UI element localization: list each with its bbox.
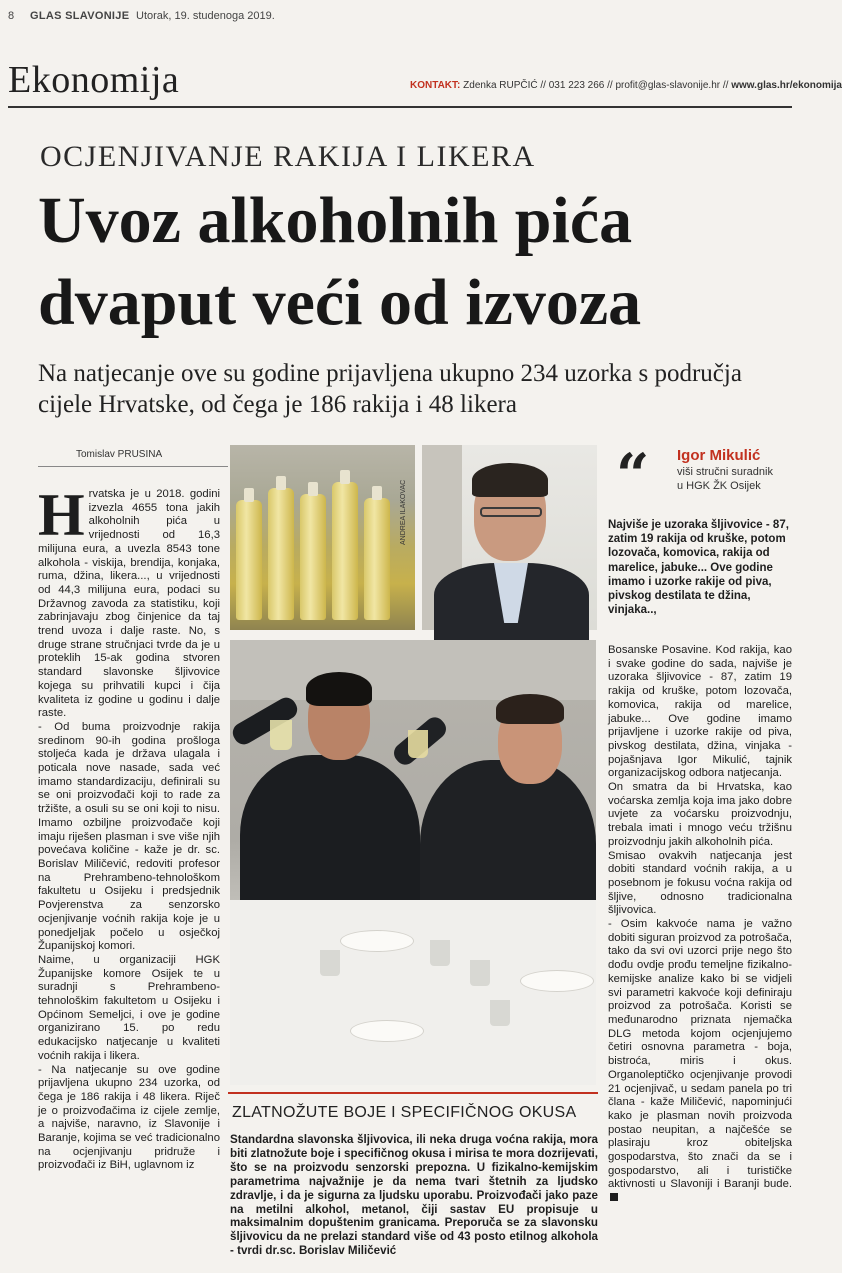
box-divider [228, 1092, 598, 1094]
end-mark-icon [610, 1193, 618, 1201]
quote-author-role: viši stručni suradnik [677, 466, 773, 478]
article-deck: Na natjecanje ove su godine prijavljena ukupno 234 uzorka s područja cijele Hrvatske, od čega je 186 rakija i 48 likera [38, 360, 742, 418]
publication-name: GLAS SLAVONIJE [30, 10, 130, 22]
paragraph: - Osim kakvoće nama je važno dobiti siguran proizvod za potrošača, tako da svi ovi uzorci prije nego što dođu ovdje prođu temeljne fizikalno-kemijske analize kako bi se vidjeli svi parametri kakvoće koji definiraju proizvod za potrošača. Koristi se međunarodno priznata njemačka DLG metoda kojom ocjenjujemo četiri osnovna parametra - boja, bistroća, miris i okus. Organoleptičko ocjenjivanje provodi 21 ocjenjivač, u sedam panela po tri člana - kaže Miličević, napominjući kako je plasman novih proizvoda postao neupitan, a najčešće se plasiraju kroz obiteljska gospodarstva, što znači da se i gospodarstvo, ali i turističke aktivnosti u Slavoniji i Baranji bude. [608, 918, 792, 1206]
right-text-column [608, 644, 792, 1206]
paragraph: Bosanske Posavine. Kod rakija, kao i svake godine do sada, najviše je uzoraka šljivovice - 87, zatim 19 rakija od kruške, potom lozovača, komovica, rakija od marelice, jabuke... Ove godine imamo prijavljene i uzorke rakije od piva, pivskog destilata, džina, vinjaka - pojašnjava Igor Mikulić, tajnik organizacijskog odbora natjecanja. [608, 644, 792, 780]
quote-author-affiliation: u HGK ŽK Osijek [677, 480, 761, 492]
box-text [230, 1133, 598, 1258]
paragraph: On smatra da bi Hrvatska, kao voćarska zemlja koja ima jako dobre uvjete za voćarsku proizvodnju, trebala imati i mnogo veću tržišnu proizvodnju jakih alkoholnih pića. [608, 781, 792, 848]
headline-line-2: dvaput veći od izvoza [38, 266, 642, 339]
contact-label: KONTAKT: [410, 80, 461, 91]
byline-divider [38, 466, 228, 467]
page-header-strip [8, 10, 792, 26]
paragraph: Naime, u organizaciji HGK Županijske komore Osijek te u suradnji s Prehrambeno-tehnološkim fakultetom u Osijeku i Općinom Semeljci, i ove je godine organizirano 15. po redu edukacijsko natjecanje u kvaliteti voćnih rakija i likera. [38, 953, 220, 1062]
paragraph: Smisao ovakvih natjecanja jest dobiti standard voćnih rakija, a u posebnom je fokusu voćna rakija od šljive, odnosno tradicionalna šljivovica. [608, 849, 792, 917]
headline-line-1: Uvoz alkoholnih pića [38, 184, 633, 257]
header-divider [8, 106, 792, 108]
contact-info: Zdenka RUPČIĆ // 031 223 266 // profit@glas-slavonije.hr // [463, 80, 729, 91]
section-title: Ekonomija [8, 59, 180, 101]
bottles-photo [230, 445, 415, 630]
page-number: 8 [8, 10, 15, 22]
contact-line [410, 80, 842, 91]
quote-author: Igor Mikulić [677, 447, 761, 464]
section-url[interactable]: www.glas.hr/ekonomija [731, 80, 842, 91]
photo-credit: ANDREA ILAKOVAC [400, 479, 407, 545]
left-text-column [38, 482, 220, 1173]
paragraph: Standardna slavonska šljivovica, ili neka druga voćna rakija, mora biti zlatnožute boje i specifičnog okusa i mirisa te mora dozrijevati, što se na proizvodu senzorski prepozna. U fizikalno-kemijskim parametrima najvažnije je da nema tvari štetnih za ljudsko zdravlje, i da je sigurna za ljudsku uporabu. Proizvođači jako paze na metilni alkohol, metanol, čiji sastav EU propisuje u maksimalnim dopuštenim granicama. Preporuča se za slavonsku šljivovicu da ne prelazi standard više od 43 posto etilnog alkohola - tvrdi dr.sc. Borislav Miličević [230, 1133, 598, 1258]
box-subhead: ZLATNOŽUTE BOJE I SPECIFIČNOG OKUSA [232, 1104, 577, 1121]
paragraph: Hrvatska je u 2018. godini izvezla 4655 tona jakih alkoholnih pića u vrijednosti od 16,3 milijuna eura, a uvezla 8543 tone alkohola - viskija, brendija, konjaka, ruma, džina, likera..., u vrijednosti od 44,3 milijuna eura, podaci su Državnog zavoda za statistiku, koji zabrinjavaju zbog činjenice da taj trend uvoza i dalje raste. No, s druge strane stručnjaci tvrde da je u proteklih 15-ak godina stvoren standard slavonske šljivovice kojega su prihvatili kupci i čija kvaliteta iz godine u godinu i dalje raste. [38, 482, 220, 720]
paragraph: - Na natjecanje su ove godine prijavljena ukupno 234 uzorka, od čega je 186 rakija i 48 likera. Riječ je o proizvođačima iz cijele zemlje, a najviše, naravno, iz Slavonije i Baranje, kojima se već tradicionalno na ocjenjivanju pridruže i proizvođači iz BiH, uglavnom iz [38, 1063, 220, 1172]
byline: Tomislav PRUSINA [76, 449, 163, 460]
portrait-photo [422, 445, 597, 630]
paragraph: - Od buma proizvodnje rakija sredinom 90-ih godina prošloga stoljeća kada je država ulagala i poticala nove nasade, sada već imamo standardizaciju, definirali su se oni proizvođači koji to rade za tržište, a osuli su se oni koji to nisu. Imamo ozbiljne proizvođače koji imaju riješen plasman i sve više njih povećava količine - kaže je dr. sc. Borislav Miličević, redoviti profesor na Prehrambeno-tehnološkom fakultetu u Osijeku i predsjednik Povjerenstva za senzorsko ocjenjivanje voćnih rakija koje je u ponedjeljak počelo u osječkoj Županijskoj komori. [38, 720, 220, 953]
quote-mark-icon: “ [616, 441, 650, 509]
drop-cap: H [38, 482, 85, 548]
tasting-photo [230, 640, 596, 1085]
article-kicker: OCJENJIVANJE RAKIJA I LIKERA [40, 140, 536, 173]
issue-date: Utorak, 19. studenoga 2019. [136, 10, 275, 22]
pull-quote: Najviše je uzoraka šljivovice - 87, zatim 19 rakija od kruške, potom lozovača, komovica, rakija od marelice, jabuke... Ove godine imamo i uzorke rakije od piva, pivskog destilata te džina, vinjaka.., [608, 519, 789, 617]
